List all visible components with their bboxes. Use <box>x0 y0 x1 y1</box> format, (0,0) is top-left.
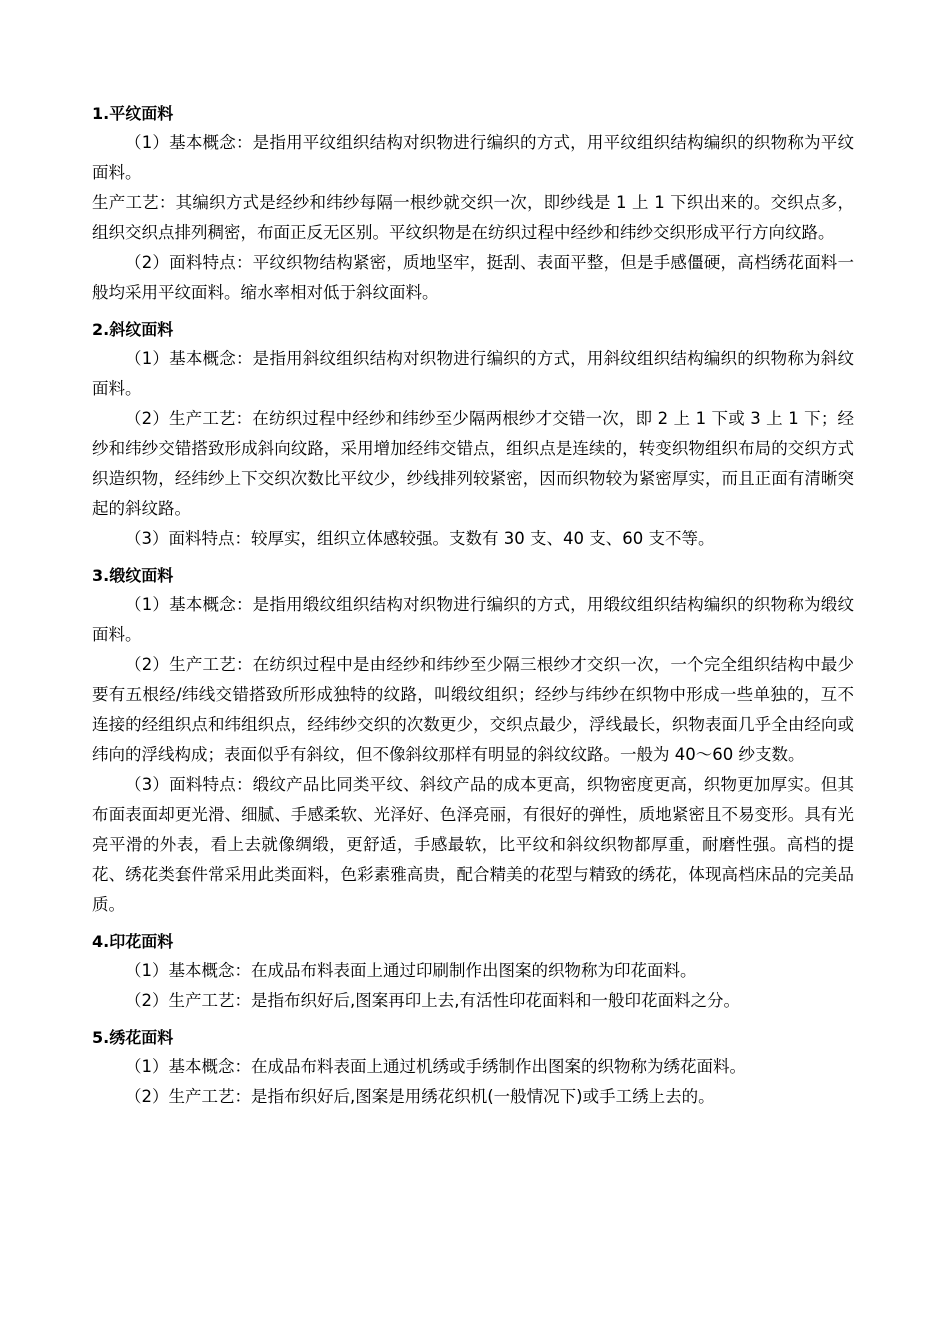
paragraph: （2）生产工艺：在纺织过程中是由经纱和纬纱至少隔三根纱才交织一次，一个完全组织结构中最少要有五根经/纬线交错搭致所形成独特的纹路，叫缎纹组织；经纱与纬纱在织物中形成一些单独的，互不连接的经组织点和纬组织点，经纬纱交织的次数更少，交织点最少，浮线最长，织物表面几乎全由经向或纬向的浮线构成；表面似乎有斜纹，但不像斜纹那样有明显的斜纹纹路。一般为 40～60 纱支数。 <box>92 655 854 764</box>
paragraph: （2）生产工艺：是指布织好后,图案是用绣花织机(一般情况下)或手工绣上去的。 <box>125 1087 715 1106</box>
paragraph: （1）基本概念：是指用平纹组织结构对织物进行编织的方式，用平纹组织结构编织的织物称为平纹面料。 <box>92 133 854 182</box>
paragraph: （3）面料特点：较厚实，组织立体感较强。支数有 30 支、40 支、60 支不等。 <box>125 529 715 548</box>
section-title-satin-weave: 3.缎纹面料 <box>92 566 174 585</box>
paragraph: （1）基本概念：是指用斜纹组织结构对织物进行编织的方式，用斜纹组织结构编织的织物称为斜纹面料。 <box>92 349 854 398</box>
section-title-printed-fabric: 4.印花面料 <box>92 932 174 951</box>
section-title-twill-weave: 2.斜纹面料 <box>92 320 174 339</box>
paragraph: （3）面料特点：缎纹产品比同类平纹、斜纹产品的成本更高，织物密度更高，织物更加厚实。但其布面表面却更光滑、细腻、手感柔软、光泽好、色泽亮丽，有很好的弹性，质地紧密且不易变形。具有光亮平滑的外表，看上去就像绸缎，更舒适，手感最软，比平纹和斜纹织物都厚重，耐磨性强。高档的提花、绣花类套件常采用此类面料，色彩素雅高贵，配合精美的花型与精致的绣花，体现高档床品的完美品质。 <box>92 775 854 914</box>
paragraph: （2）面料特点：平纹织物结构紧密，质地坚牢，挺刮、表面平整，但是手感僵硬，高档绣花面料一般均采用平纹面料。缩水率相对低于斜纹面料。 <box>92 253 854 302</box>
paragraph: （2）生产工艺：在纺织过程中经纱和纬纱至少隔两根纱才交错一次，即 2 上 1 下或 3 上 1 下；经纱和纬纱交错搭致形成斜向纹路，采用增加经纬交错点，组织点是连续的，转变织物组织布局的交织方式织造织物，经纬纱上下交织次数比平纹少，纱线排列较紧密，因而织物较为紧密厚实，而且正面有清晰突起的斜纹路。 <box>92 409 854 518</box>
section-title-plain-weave: 1.平纹面料 <box>92 104 174 123</box>
paragraph: （1）基本概念：在成品布料表面上通过机绣或手绣制作出图案的织物称为绣花面料。 <box>125 1057 746 1076</box>
paragraph: （1）基本概念：在成品布料表面上通过印刷制作出图案的织物称为印花面料。 <box>125 961 697 980</box>
document-body <box>92 100 854 1112</box>
section-title-embroidered-fabric: 5.绣花面料 <box>92 1028 174 1047</box>
paragraph: （1）基本概念：是指用缎纹组织结构对织物进行编织的方式，用缎纹组织结构编织的织物称为缎纹面料。 <box>92 595 854 644</box>
paragraph: 生产工艺：其编织方式是经纱和纬纱每隔一根纱就交织一次，即纱线是 1 上 1 下织出来的。交织点多，组织交织点排列稠密，布面正反无区别。平纹织物是在纺织过程中经纱和纬纱交织形成平行方向纹路。 <box>92 193 854 242</box>
paragraph: （2）生产工艺：是指布织好后,图案再印上去,有活性印花面料和一般印花面料之分。 <box>125 991 740 1010</box>
